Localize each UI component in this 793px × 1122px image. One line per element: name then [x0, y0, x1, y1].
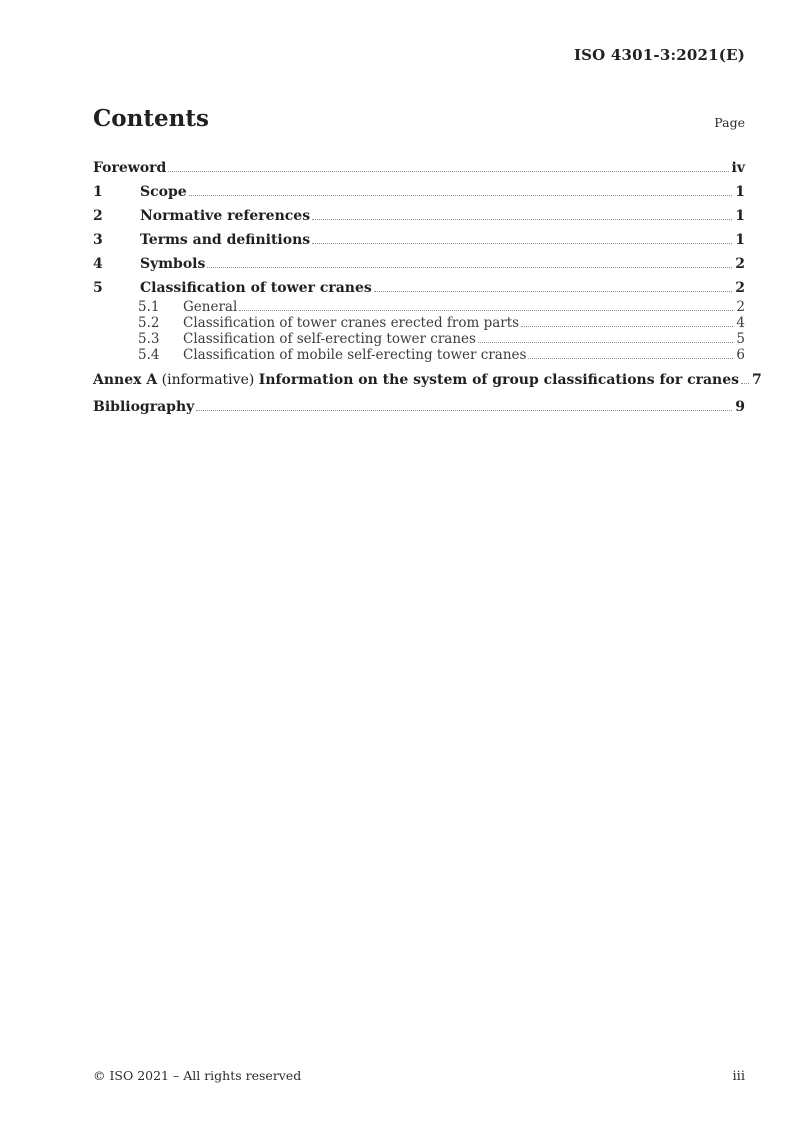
toc-entry-title: Terms and definitions	[140, 232, 311, 248]
toc-entry-4[interactable]	[93, 255, 745, 273]
toc-entry-number: 4	[93, 256, 103, 272]
toc-entry-5.3[interactable]	[93, 331, 745, 347]
doc-reference: ISO 4301-3:2021(E)	[573, 46, 745, 64]
toc-entry-number: 5.3	[138, 331, 160, 347]
toc-entry-5.2[interactable]	[93, 315, 745, 331]
toc-list	[93, 153, 762, 416]
page-header	[93, 46, 745, 64]
toc-entry-title: Bibliography	[93, 399, 195, 415]
toc-entry-page: 2	[736, 299, 745, 315]
dot-leader	[374, 290, 732, 292]
toc-annex-prefix: Annex A	[93, 372, 158, 388]
toc-entry-foreword[interactable]	[93, 159, 745, 177]
toc-entry-page: 7	[752, 372, 762, 388]
page-column-label: Page	[714, 115, 745, 131]
toc-entry-page: 1	[735, 208, 745, 224]
toc-entry-page: iv	[731, 160, 745, 176]
toc-entry-number: 2	[93, 208, 103, 224]
toc-annex-designation: (informative)	[157, 372, 259, 388]
toc-entry-number: 5	[93, 280, 103, 296]
dot-leader	[196, 409, 732, 411]
toc-entry-page: 1	[735, 232, 745, 248]
toc-entry-page: 9	[735, 399, 745, 415]
toc-entry-2[interactable]	[93, 207, 745, 225]
toc-entry-title: Normative references	[140, 208, 311, 224]
toc-entry-5.4[interactable]	[93, 347, 745, 363]
toc-entry-page: 6	[736, 347, 745, 363]
dot-leader	[312, 218, 732, 220]
toc-entry-title: Scope	[140, 184, 187, 200]
contents-title: Contents	[93, 105, 209, 132]
toc-entry-page: 5	[736, 331, 745, 347]
toc-entry-bibliography[interactable]	[93, 398, 745, 416]
toc-entry-title	[93, 371, 739, 389]
toc-entry-page: 4	[736, 315, 745, 331]
dot-leader	[741, 382, 749, 384]
toc-entry-title: Classification of tower cranes	[140, 280, 372, 296]
toc-entry-number: 1	[93, 184, 103, 200]
dot-leader	[239, 309, 733, 311]
footer-page-number: iii	[732, 1069, 745, 1084]
toc-entry-3[interactable]	[93, 231, 745, 249]
toc-entry-title: Symbols	[140, 256, 206, 272]
toc-entry-number: 5.2	[138, 315, 160, 331]
toc-entry-number: 5.4	[138, 347, 160, 363]
page-footer	[93, 1068, 745, 1084]
toc-annex-title: Information on the system of group classifications for cranes	[258, 372, 740, 388]
toc-entry-page: 1	[735, 184, 745, 200]
dot-leader	[168, 170, 728, 172]
toc-entry-title: Foreword	[93, 160, 167, 176]
dot-leader	[189, 194, 733, 196]
toc-entry-number: 3	[93, 232, 103, 248]
toc-entry-title: General	[183, 299, 238, 315]
dot-leader	[528, 357, 733, 359]
toc-entry-1[interactable]	[93, 183, 745, 201]
copyright-notice: © ISO 2021 – All rights reserved	[93, 1068, 302, 1083]
dot-leader	[312, 242, 732, 244]
toc-entry-title: Classification of self-erecting tower cranes	[183, 331, 476, 347]
contents-header	[93, 106, 745, 132]
toc-entry-title: Classification of mobile self-erecting tower cranes	[183, 347, 527, 363]
toc-entry-page: 2	[735, 256, 745, 272]
dot-leader	[521, 325, 733, 327]
toc-entry-annex-a[interactable]	[93, 371, 762, 389]
toc-entry-title: Classification of tower cranes erected from parts	[183, 315, 520, 331]
dot-leader	[207, 266, 732, 268]
toc-entry-page: 2	[735, 280, 745, 296]
toc-entry-5.1[interactable]	[93, 299, 745, 315]
dot-leader	[478, 341, 733, 343]
toc-entry-number: 5.1	[138, 299, 160, 315]
toc-entry-5[interactable]	[93, 279, 745, 297]
